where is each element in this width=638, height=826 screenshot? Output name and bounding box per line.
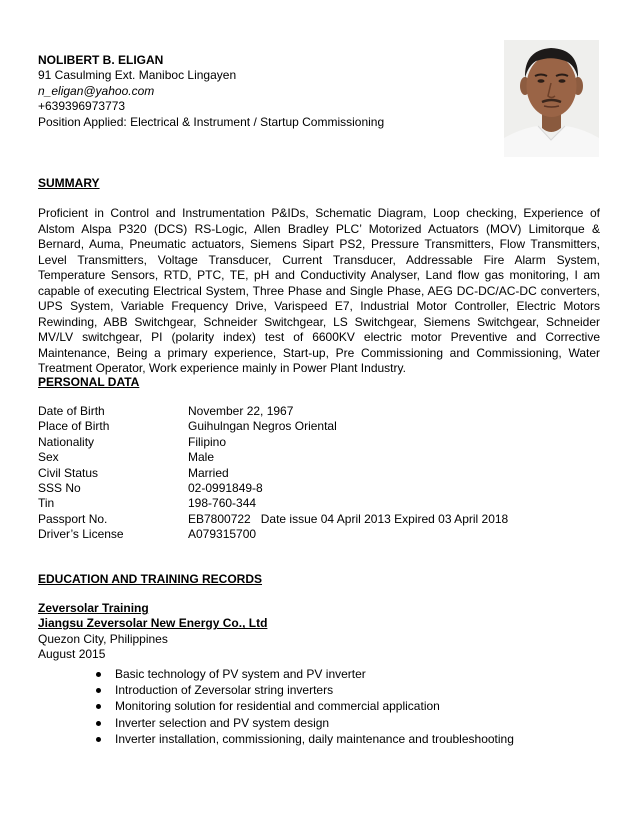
training-topics-list (38, 667, 598, 748)
address: 91 Casulming Ext. Maniboc Lingayen (38, 68, 237, 83)
bullet-icon (96, 672, 101, 677)
list-item (38, 716, 598, 732)
field-value: EB7800722 Date issue 04 April 2013 Expired 03 April 2018 (188, 511, 509, 526)
list-item-text: Inverter installation, commissioning, daily maintenance and troubleshooting (115, 731, 514, 746)
field-label: Place of Birth (38, 419, 110, 434)
field-value: Male (188, 450, 215, 465)
personal-data-row (38, 496, 508, 511)
contact-header (38, 53, 468, 130)
email: n_eligan@yahoo.com (38, 83, 155, 98)
summary-text: Proficient in Control and Instrumentation P&IDs, Schematic Diagram, Loop checking, Experience of Alstom Alspa P320 (DCS) RS-Logic, Allen Bradley PLC’ Motorized Actuators (MOV) Limitorque & Bernard, Auma, Pneumatic actuators, Siemens Sipart PS2, Pressure Transmitters, Flow Transmitters, Level Transmitters, Voltage Transducer, Current Transducer, Addressable Fire Alarm System, Temperature Sensors, RTD, PTC, TE, pH and Conductivity Analyser, Land flow gas monitoring, I am capable of executing Electrical System, Three Phase and Single Phase, AEG DC-DC/AC-DC converters, UPS System, Variable Frequency Drive, Varispeed E7, Industrial Motor Controller, Electric Motors Rewinding, ABB Switchgear, Schneider Switchgear, LS Switchgear, Siemens Switchgear, Schneider MV/LV switchgear, PI (polarity index) test of 6600KV electric motor Preventive and Corrective Maintenance, Being a primary experience, Start-up, Pre Commissioning and Commissioning, Water Treatment Operator, Work experience mainly in Power Plant Industry. (38, 206, 600, 375)
education-entry (38, 601, 598, 748)
list-item-text: Monitoring solution for residential and commercial application (115, 699, 440, 714)
personal-data-row (38, 481, 508, 496)
applicant-name: NOLIBERT B. ELIGAN (38, 53, 164, 67)
training-date: August 2015 (38, 647, 106, 662)
list-item-text: Basic technology of PV system and PV inverter (115, 666, 366, 681)
company-name: Jiangsu Zeversolar New Energy Co., Ltd (38, 616, 268, 631)
list-item-text: Inverter selection and PV system design (115, 715, 330, 730)
field-label: Nationality (38, 434, 95, 449)
summary-heading: SUMMARY (38, 176, 100, 190)
phone: +639396973773 (38, 99, 126, 114)
field-value: Married (188, 465, 229, 480)
personal-data-row (38, 419, 508, 434)
list-item (38, 699, 598, 715)
training-name: Zeversolar Training (38, 601, 149, 615)
field-value: Guihulngan Negros Oriental (188, 419, 337, 434)
field-value: A079315700 (188, 527, 257, 542)
list-item (38, 732, 598, 748)
personal-data-row (38, 512, 508, 527)
personal-data-table (38, 404, 508, 543)
position-applied: Position Applied: Electrical & Instrument / Startup Commissioning (38, 114, 385, 129)
list-item (38, 667, 598, 683)
personal-data-row (38, 450, 508, 465)
field-value: Filipino (188, 434, 227, 449)
portrait-illustration (504, 40, 599, 157)
personal-data-row (38, 527, 508, 542)
field-value: 02-0991849-8 (188, 480, 263, 495)
bullet-icon (96, 688, 101, 693)
training-location: Quezon City, Philippines (38, 631, 168, 646)
field-label: Driver’s License (38, 527, 124, 542)
bullet-icon (96, 721, 101, 726)
personal-data-row (38, 435, 508, 450)
field-value: November 22, 1967 (188, 404, 294, 418)
field-value: 198-760-344 (188, 496, 257, 511)
field-label: Sex (38, 450, 59, 465)
list-item-text: Introduction of Zeversolar string inverters (115, 682, 334, 697)
field-label: SSS No (38, 480, 81, 495)
field-label: Date of Birth (38, 404, 105, 418)
education-heading: EDUCATION AND TRAINING RECORDS (38, 572, 262, 586)
personal-data-heading: PERSONAL DATA (38, 375, 140, 389)
bullet-icon (96, 704, 101, 709)
bullet-icon (96, 737, 101, 742)
applicant-photo (504, 40, 599, 157)
field-label: Civil Status (38, 465, 99, 480)
personal-data-row (38, 466, 508, 481)
personal-data-row (38, 404, 508, 419)
field-label: Tin (38, 496, 55, 511)
field-label: Passport No. (38, 511, 108, 526)
list-item (38, 683, 598, 699)
